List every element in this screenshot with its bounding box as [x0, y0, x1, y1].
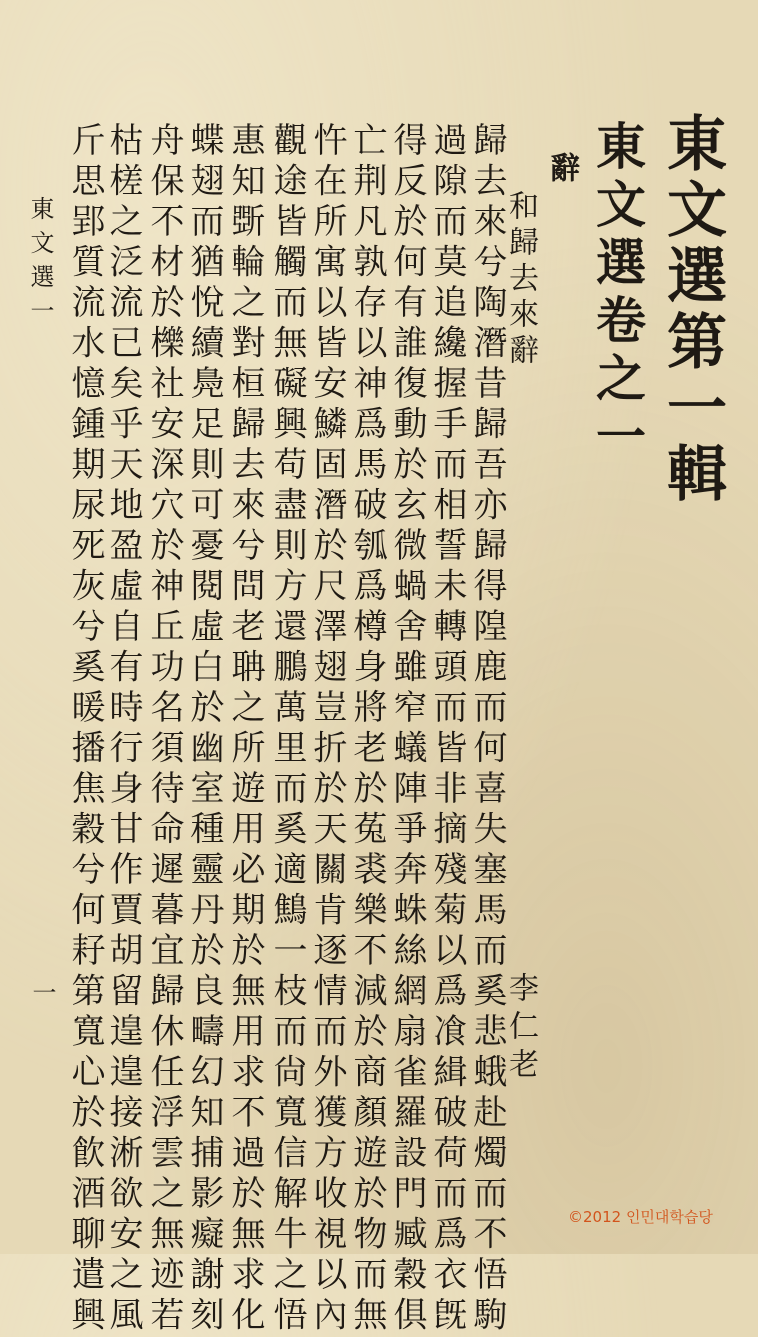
text-column-5: 忤在所寓以皆安鱗固潛於尺澤翅豈折於天關肯逐情而外獲方收視以內 — [307, 122, 347, 1337]
text-column-2: 過隙而莫追纔握手而相誓未轉頭而皆非摘殘菊以爲飡緝破荷而爲衣旣 — [427, 122, 467, 1337]
volume-title: 東文選卷之一 — [588, 120, 647, 468]
side-margin-label: 東文選一 — [26, 196, 54, 332]
poem-title: 和歸去來辭 — [503, 190, 538, 370]
text-column-11: 斤思郢質流水憶鍾期尿死灰兮奚暖播焦穀兮何耔第寬心於飮酒聊遣興 — [65, 122, 105, 1337]
text-column-10: 枯槎之泛流已矣乎天地盈虛自有時行身甘作賈胡留遑遑接淅欲安之風 — [103, 122, 143, 1337]
text-column-7: 惠知斲輪之對桓歸去來兮問老聃之所遊用必期於無用求不過於無求化 — [225, 122, 265, 1337]
text-column-6: 觀途皆觸而無礙興苟盡則方還鵬萬里而奚適鷦一枝而尙寬信解牛之悟 — [267, 122, 307, 1337]
page-number: 一 — [28, 980, 56, 1004]
text-column-4: 亡荆凡孰存以神爲馬破瓠爲樽身將老於菟裘樂不減於商顏遊於物而無 — [347, 122, 387, 1337]
author-name: 李仁老 — [503, 972, 538, 1086]
text-column-8: 蝶翅而猶悅續鳧足則可憂閱虛白於幽室種靈丹於良疇幻知捕影癡謝刻 — [184, 122, 224, 1337]
text-column-3: 得反於何有誰復動於玄微蝸舍雖窄蟻陣爭奔蛛絲網扇雀羅設門臧穀俱 — [387, 122, 427, 1337]
text-column-9: 舟保不材於櫟社安深穴於神丘功名須待命遲暮宜歸休任浮雲之無迹若 — [144, 122, 184, 1337]
genre-heading: 辭 — [544, 152, 579, 182]
anthology-title: 東文選第一輯 — [657, 112, 727, 508]
text-column-1: 歸去來兮陶潛昔歸吾亦歸得隍鹿而何喜失塞馬而奚悲蛾赴燭而不悟駒 — [467, 122, 507, 1337]
copyright-watermark: ©2012 인민대학습당 — [568, 1208, 713, 1226]
